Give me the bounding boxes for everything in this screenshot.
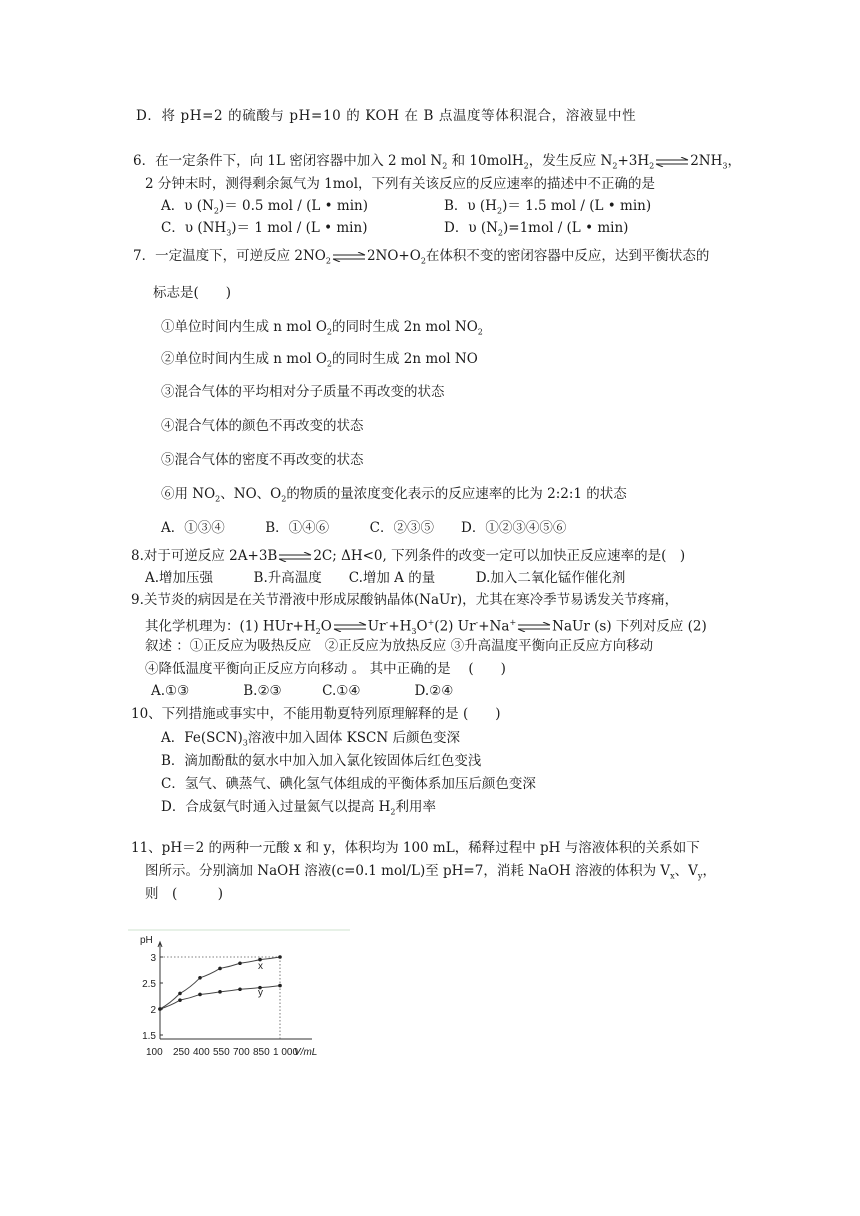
q6-option-d bbox=[444, 219, 628, 243]
q11-stem-line3 bbox=[145, 885, 223, 903]
q8-options bbox=[145, 569, 625, 587]
q6-option-a bbox=[161, 197, 368, 221]
q10-option-a bbox=[161, 729, 460, 753]
q10-option-c bbox=[161, 775, 536, 793]
subscript: 2 bbox=[496, 206, 503, 216]
q10-option-text: A．Fe(SCN) bbox=[161, 730, 243, 746]
q7-item-text: ④混合气体的颜色不再改变的状态 bbox=[161, 418, 364, 434]
q9-text: 其化学机理为：(1) HUr+H bbox=[145, 618, 316, 635]
q9-stem-line1 bbox=[131, 591, 678, 609]
subscript: 2 bbox=[315, 627, 321, 637]
chart-svg bbox=[128, 925, 358, 1070]
subscript: 2 bbox=[523, 161, 529, 171]
q9-text: Ur bbox=[367, 618, 386, 635]
data-point-x bbox=[218, 967, 222, 971]
chart-labels bbox=[140, 935, 317, 1058]
y-tick-label: 2.5 bbox=[142, 979, 156, 990]
q8-options-text: A.增加压强 B.升高温度 C.增加 A 的量 D.加入二氧化锰作催化剂 bbox=[145, 570, 626, 586]
reversible-arrow-icon bbox=[517, 622, 551, 632]
chart-series-group bbox=[158, 955, 282, 1011]
q9-text: O bbox=[416, 618, 428, 635]
subscript: x bbox=[670, 871, 675, 881]
subscript: 2 bbox=[325, 256, 331, 266]
q6-text: ，发生反应 N bbox=[528, 153, 613, 169]
q7-text: 标志是( ) bbox=[153, 285, 232, 301]
q6-option-text: C．υ (NH bbox=[161, 220, 227, 236]
q6-option-b bbox=[444, 197, 651, 221]
subscript: 2 bbox=[390, 807, 396, 817]
q7-item-5 bbox=[161, 451, 364, 469]
subscript: 2 bbox=[281, 494, 287, 504]
reversible-arrow-icon bbox=[655, 157, 689, 167]
x-tick-label: 550 bbox=[213, 1047, 230, 1058]
q7-item-text: ①单位时间内生成 n mol O bbox=[161, 319, 327, 335]
data-point-y bbox=[218, 990, 222, 994]
q7-stem-line2 bbox=[153, 284, 231, 302]
q9-text: +H bbox=[388, 618, 412, 635]
q5-option-d-text: D．将 pH=2 的硫酸与 pH=10 的 KOH 在 B 点温度等体积混合，溶液显中性 bbox=[136, 108, 637, 124]
q6-text: 和 10molH bbox=[451, 153, 524, 169]
y-tick-label: 1.5 bbox=[142, 1031, 156, 1042]
q9-text: ④降低温度平衡向正反应方向移动 。 其中正确的是 ( ) bbox=[145, 661, 506, 677]
q7-item-text: 的同时生成 2n mol NO bbox=[331, 319, 478, 335]
q9-text: 9.关节炎的病因是在关节滑液中形成尿酸钠晶体(NaUr)，尤其在寒冷季节易诱发关节疼痛， bbox=[131, 592, 679, 608]
q9-options-text: A.①③ B.②③ C.①④ D.②④ bbox=[151, 683, 454, 699]
q7-text: 在体积不变的密闭容器中反应，达到平衡状态的 bbox=[425, 248, 710, 264]
q5-option-d bbox=[136, 107, 636, 125]
subscript: 3 bbox=[226, 228, 232, 238]
q7-item-text: ②单位时间内生成 n mol O bbox=[161, 351, 327, 367]
q7-options bbox=[161, 519, 566, 537]
subscript: 3 bbox=[722, 161, 728, 171]
subscript: 2 bbox=[213, 206, 219, 216]
q10-option-b bbox=[161, 752, 481, 770]
y-axis-label: pH bbox=[140, 935, 153, 946]
data-point-y bbox=[158, 1007, 162, 1011]
reversible-arrow-icon bbox=[278, 552, 312, 562]
q7-item-6 bbox=[161, 485, 627, 509]
q6-option-text: )＝ 1.5 mol / (L • min) bbox=[502, 198, 652, 214]
q7-stem-line1 bbox=[133, 247, 709, 271]
data-point-y bbox=[238, 987, 242, 991]
data-point-y bbox=[278, 984, 282, 988]
q9-options bbox=[151, 682, 453, 700]
x-tick-label: 1 000 bbox=[273, 1047, 299, 1058]
q6-stem-line1: 6．在一定条件下，向 1L 密闭容器中加入 2 mol $N_2$ 和 10molH$_2$，发生反应 $N_2+3H_2$ $2NH_3$， bbox=[133, 153, 741, 171]
superscript: + bbox=[509, 618, 517, 627]
q9-text: O bbox=[320, 618, 332, 635]
subscript: 2 bbox=[215, 494, 221, 504]
q7-item-text: 的物质的量浓度变化表示的反应速率的比为 2:2:1 的状态 bbox=[286, 486, 627, 502]
q11-stem-line2 bbox=[145, 862, 716, 886]
data-point-x bbox=[238, 961, 242, 965]
q10-option-text: B．滴加酚酞的氨水中加入加入氯化铵固体后红色变浅 bbox=[161, 753, 482, 769]
q6-option-text: A．υ (N bbox=[161, 198, 214, 214]
subscript: 2 bbox=[497, 228, 503, 238]
q7-item-text: ⑤混合气体的密度不再改变的状态 bbox=[161, 452, 364, 468]
q7-item-3 bbox=[161, 383, 445, 401]
y-tick-label: 2 bbox=[150, 1005, 156, 1016]
data-point-y bbox=[178, 998, 182, 1002]
q7-options-text: A．①③④ B．①④⑥ C．②③⑤ D．①②③④⑤⑥ bbox=[161, 520, 567, 536]
q6-stem-line2 bbox=[145, 175, 655, 193]
subscript: 2 bbox=[442, 161, 448, 171]
subscript: 2 bbox=[326, 359, 332, 369]
subscript: 2 bbox=[477, 327, 483, 337]
reversible-arrow-icon bbox=[333, 622, 367, 632]
subscript: y bbox=[697, 871, 703, 881]
x-tick-label: 700 bbox=[233, 1047, 250, 1058]
q6-text: 2NH bbox=[690, 153, 723, 169]
y-tick-label: 3 bbox=[150, 953, 156, 964]
q10-stem bbox=[131, 705, 501, 723]
data-point-y bbox=[198, 993, 202, 997]
ph-dilution-chart bbox=[128, 925, 358, 1070]
subscript: 3 bbox=[242, 738, 248, 748]
q7-item-1 bbox=[161, 318, 483, 342]
q7-item-text: 、NO、O bbox=[220, 486, 282, 502]
q11-text: 图所示。分别滴加 NaOH 溶液(c=0.1 mol/L)至 pH=7，消耗 NaOH 溶液的体积为 V bbox=[145, 863, 671, 879]
q8-text: 2C; ΔH<0, 下列条件的改变一定可以加快正反应速率的是( ) bbox=[313, 548, 686, 564]
x-axis-label: V/mL bbox=[294, 1047, 318, 1058]
q6-option-text: )=1mol / (L • min) bbox=[503, 220, 629, 236]
q7-item-4 bbox=[161, 417, 364, 435]
subscript: 2 bbox=[649, 161, 655, 171]
subscript: 2 bbox=[420, 256, 426, 266]
q9-text: +Na bbox=[478, 618, 510, 635]
series-label-x: x bbox=[258, 961, 263, 972]
subscript: 2 bbox=[612, 161, 618, 171]
q7-item-2 bbox=[161, 350, 478, 374]
q11-text: 则 ( ) bbox=[145, 886, 224, 902]
q11-text: 11、pH＝2 的两种一元酸 x 和 y，体积均为 100 mL，稀释过程中 pH 与溶液体积的关系如下 bbox=[131, 840, 700, 856]
q11-text: 、V bbox=[674, 863, 698, 879]
q9-text: NaUr (s) 下列对反应 (2) bbox=[552, 618, 707, 635]
q11-text: ， bbox=[702, 863, 716, 879]
q6-option-text: )＝ 0.5 mol / (L • min) bbox=[218, 198, 368, 214]
q7-text: 7．一定温度下，可逆反应 2NO bbox=[133, 248, 326, 264]
q10-text: 10、下列措施或事实中，不能用勒夏特列原理解释的是 ( ) bbox=[131, 706, 501, 722]
q7-item-text: 的同时生成 2n mol NO bbox=[331, 351, 478, 367]
q6-text: 2 分钟末时，测得剩余氮气为 1mol，下列有关该反应的反应速率的描述中不正确的是 bbox=[145, 176, 656, 192]
q10-option-text: 溶液中加入固体 KSCN 后颜色变深 bbox=[247, 730, 460, 746]
q8-stem bbox=[131, 547, 685, 565]
q8-text: 8.对于可逆反应 2A+3B bbox=[131, 548, 278, 564]
x-tick-label: 400 bbox=[193, 1047, 210, 1058]
data-point-x bbox=[278, 955, 282, 959]
q10-option-text: D．合成氨气时通入过量氮气以提高 H bbox=[161, 799, 391, 815]
q9-text: 叙述 ：①正反应为吸热反应 ②正反应为放热反应 ③升高温度平衡向正反应方向移动 bbox=[145, 638, 654, 654]
q9-text: (2) Ur bbox=[434, 618, 476, 635]
q6-text: +3H bbox=[617, 153, 650, 169]
x-tick-label: 100 bbox=[146, 1047, 163, 1058]
q6-option-text: )＝ 1 mol / (L • min) bbox=[231, 220, 368, 236]
q10-option-text: C．氢气、碘蒸气、碘化氢气体组成的平衡体系加压后颜色变深 bbox=[161, 776, 536, 792]
q9-stem-line3 bbox=[145, 637, 653, 655]
q9-stem-line4 bbox=[145, 660, 506, 678]
q6-option-c bbox=[161, 219, 367, 243]
q6-text: 6．在一定条件下，向 1L 密闭容器中加入 2 mol N bbox=[133, 153, 443, 169]
q7-item-text: ③混合气体的平均相对分子质量不再改变的状态 bbox=[161, 384, 445, 400]
data-point-x bbox=[178, 992, 182, 996]
q7-item-text: ⑥用 NO bbox=[161, 486, 216, 502]
q11-stem-line1 bbox=[131, 839, 700, 857]
x-tick-label: 250 bbox=[173, 1047, 190, 1058]
q7-text: 2NO+O bbox=[366, 248, 421, 264]
superscript: - bbox=[475, 618, 479, 627]
series-label-y: y bbox=[258, 987, 263, 999]
q6-option-text: B．υ (H bbox=[444, 198, 497, 214]
reversible-arrow-icon bbox=[332, 252, 366, 262]
q6-option-text: D．υ (N bbox=[444, 220, 498, 236]
superscript: + bbox=[427, 618, 435, 627]
superscript: - bbox=[385, 618, 389, 627]
subscript: 3 bbox=[411, 627, 417, 637]
q10-option-text: 利用率 bbox=[395, 799, 436, 815]
q10-option-d bbox=[161, 798, 436, 822]
x-tick-label: 850 bbox=[253, 1047, 270, 1058]
data-point-x bbox=[198, 976, 202, 980]
subscript: 2 bbox=[326, 327, 332, 337]
